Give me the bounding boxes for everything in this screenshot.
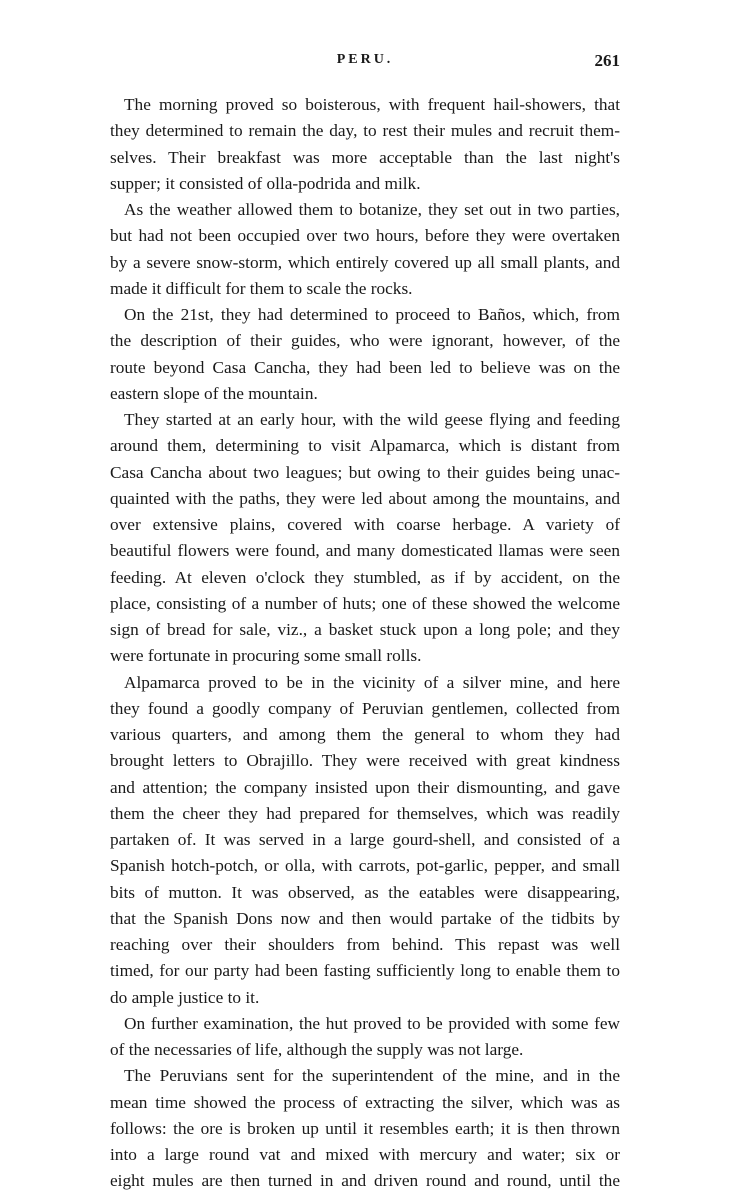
text-line: Casa Cancha about two leagues; but owing to their guides being unac- xyxy=(110,462,620,482)
text-line: sign of bread for sale, viz., a basket stuck upon a long pole; and they xyxy=(110,620,620,639)
text-line: Alpamarca proved to be in the vicinity of a silver mine, and here xyxy=(124,672,620,692)
text-line: mean time showed the process of extracting the silver, which was as xyxy=(110,1092,620,1112)
paragraph xyxy=(110,302,620,407)
text-line: selves. Their breakfast was more acceptable than the last night's xyxy=(110,147,620,167)
text-line: bits of mutton. It was observed, as the eatables were disappearing, xyxy=(110,882,620,902)
text-line: quainted with the paths, they were led about among the mountains, and xyxy=(110,488,620,508)
paragraph xyxy=(110,197,620,302)
body-text xyxy=(110,92,620,1195)
running-head: PERU. xyxy=(336,52,394,67)
paragraph xyxy=(110,407,620,670)
text-line: and attention; the company insisted upon their dismounting, and gave xyxy=(110,777,620,797)
text-line: route beyond Casa Cancha, they had been led to believe was on the xyxy=(110,357,620,377)
text-line: eight mules are then turned in and driven round and round, until the xyxy=(110,1171,620,1191)
text-line: On the 21st, they had determined to proceed to Baños, which, from xyxy=(124,305,620,324)
text-line: eastern slope of the mountain. xyxy=(110,383,318,403)
text-line: by a severe snow-storm, which entirely covered up all small plants, and xyxy=(110,252,620,272)
text-line: were fortunate in procuring some small rolls. xyxy=(110,646,422,666)
text-line: of the necessaries of life, although the supply was not large. xyxy=(110,1040,524,1059)
text-line: into a large round vat and mixed with mercury and water; six or xyxy=(110,1145,620,1164)
text-line: The morning proved so boisterous, with frequent hail-showers, that xyxy=(124,95,620,114)
text-line: supper; it consisted of olla-podrida and milk. xyxy=(110,173,421,193)
text-line: timed, for our party had been fasting sufficiently long to enable them to xyxy=(110,961,620,981)
text-line: beautiful flowers were found, and many domesticated llamas were seen xyxy=(110,541,620,561)
paragraph xyxy=(110,92,620,197)
text-line: around them, determining to visit Alpamarca, which is distant from xyxy=(110,436,620,456)
text-line: The Peruvians sent for the superintendent of the mine, and in the xyxy=(124,1066,620,1086)
text-line: place, consisting of a number of huts; one of these showed the welcome xyxy=(110,593,620,613)
text-line: feeding. At eleven o'clock they stumbled, as if by accident, on the xyxy=(110,567,620,587)
text-line: brought letters to Obrajillo. They were received with great kindness xyxy=(110,751,620,771)
text-line: that the Spanish Dons now and then would partake of the tidbits by xyxy=(110,908,620,928)
paragraph xyxy=(110,670,620,1011)
text-line: various quarters, and among them the general to whom they had xyxy=(110,725,620,744)
text-line: over extensive plains, covered with coarse herbage. A variety of xyxy=(110,515,620,534)
text-line: Spanish hotch-potch, or olla, with carrots, pot-garlic, pepper, and small xyxy=(110,856,620,876)
text-line: On further examination, the hut proved to be provided with some few xyxy=(124,1013,620,1033)
text-line: they determined to remain the day, to rest their mules and recruit them- xyxy=(110,121,620,141)
text-line: They started at an early hour, with the wild geese flying and feeding xyxy=(124,410,620,429)
page-number: 261 xyxy=(594,51,620,70)
text-line: reaching over their shoulders from behind. This repast was well xyxy=(110,935,620,954)
text-line: do ample justice to it. xyxy=(110,987,260,1007)
paragraph xyxy=(110,1011,620,1064)
text-line: they found a goodly company of Peruvian gentlemen, collected from xyxy=(110,698,620,718)
text-line: made it difficult for them to scale the rocks. xyxy=(110,278,413,298)
paragraph xyxy=(110,1063,620,1194)
text-line: follows: the ore is broken up until it resembles earth; it is then thrown xyxy=(110,1118,620,1138)
text-line: As the weather allowed them to botanize, they set out in two parties, xyxy=(124,200,620,219)
text-line: but had not been occupied over two hours, before they were overtaken xyxy=(110,226,620,246)
text-line: the description of their guides, who were ignorant, however, of the xyxy=(110,331,620,351)
text-line: partaken of. It was served in a large gourd-shell, and consisted of a xyxy=(110,830,620,849)
text-line: them the cheer they had prepared for themselves, which was readily xyxy=(110,803,620,823)
page-header xyxy=(110,52,620,74)
